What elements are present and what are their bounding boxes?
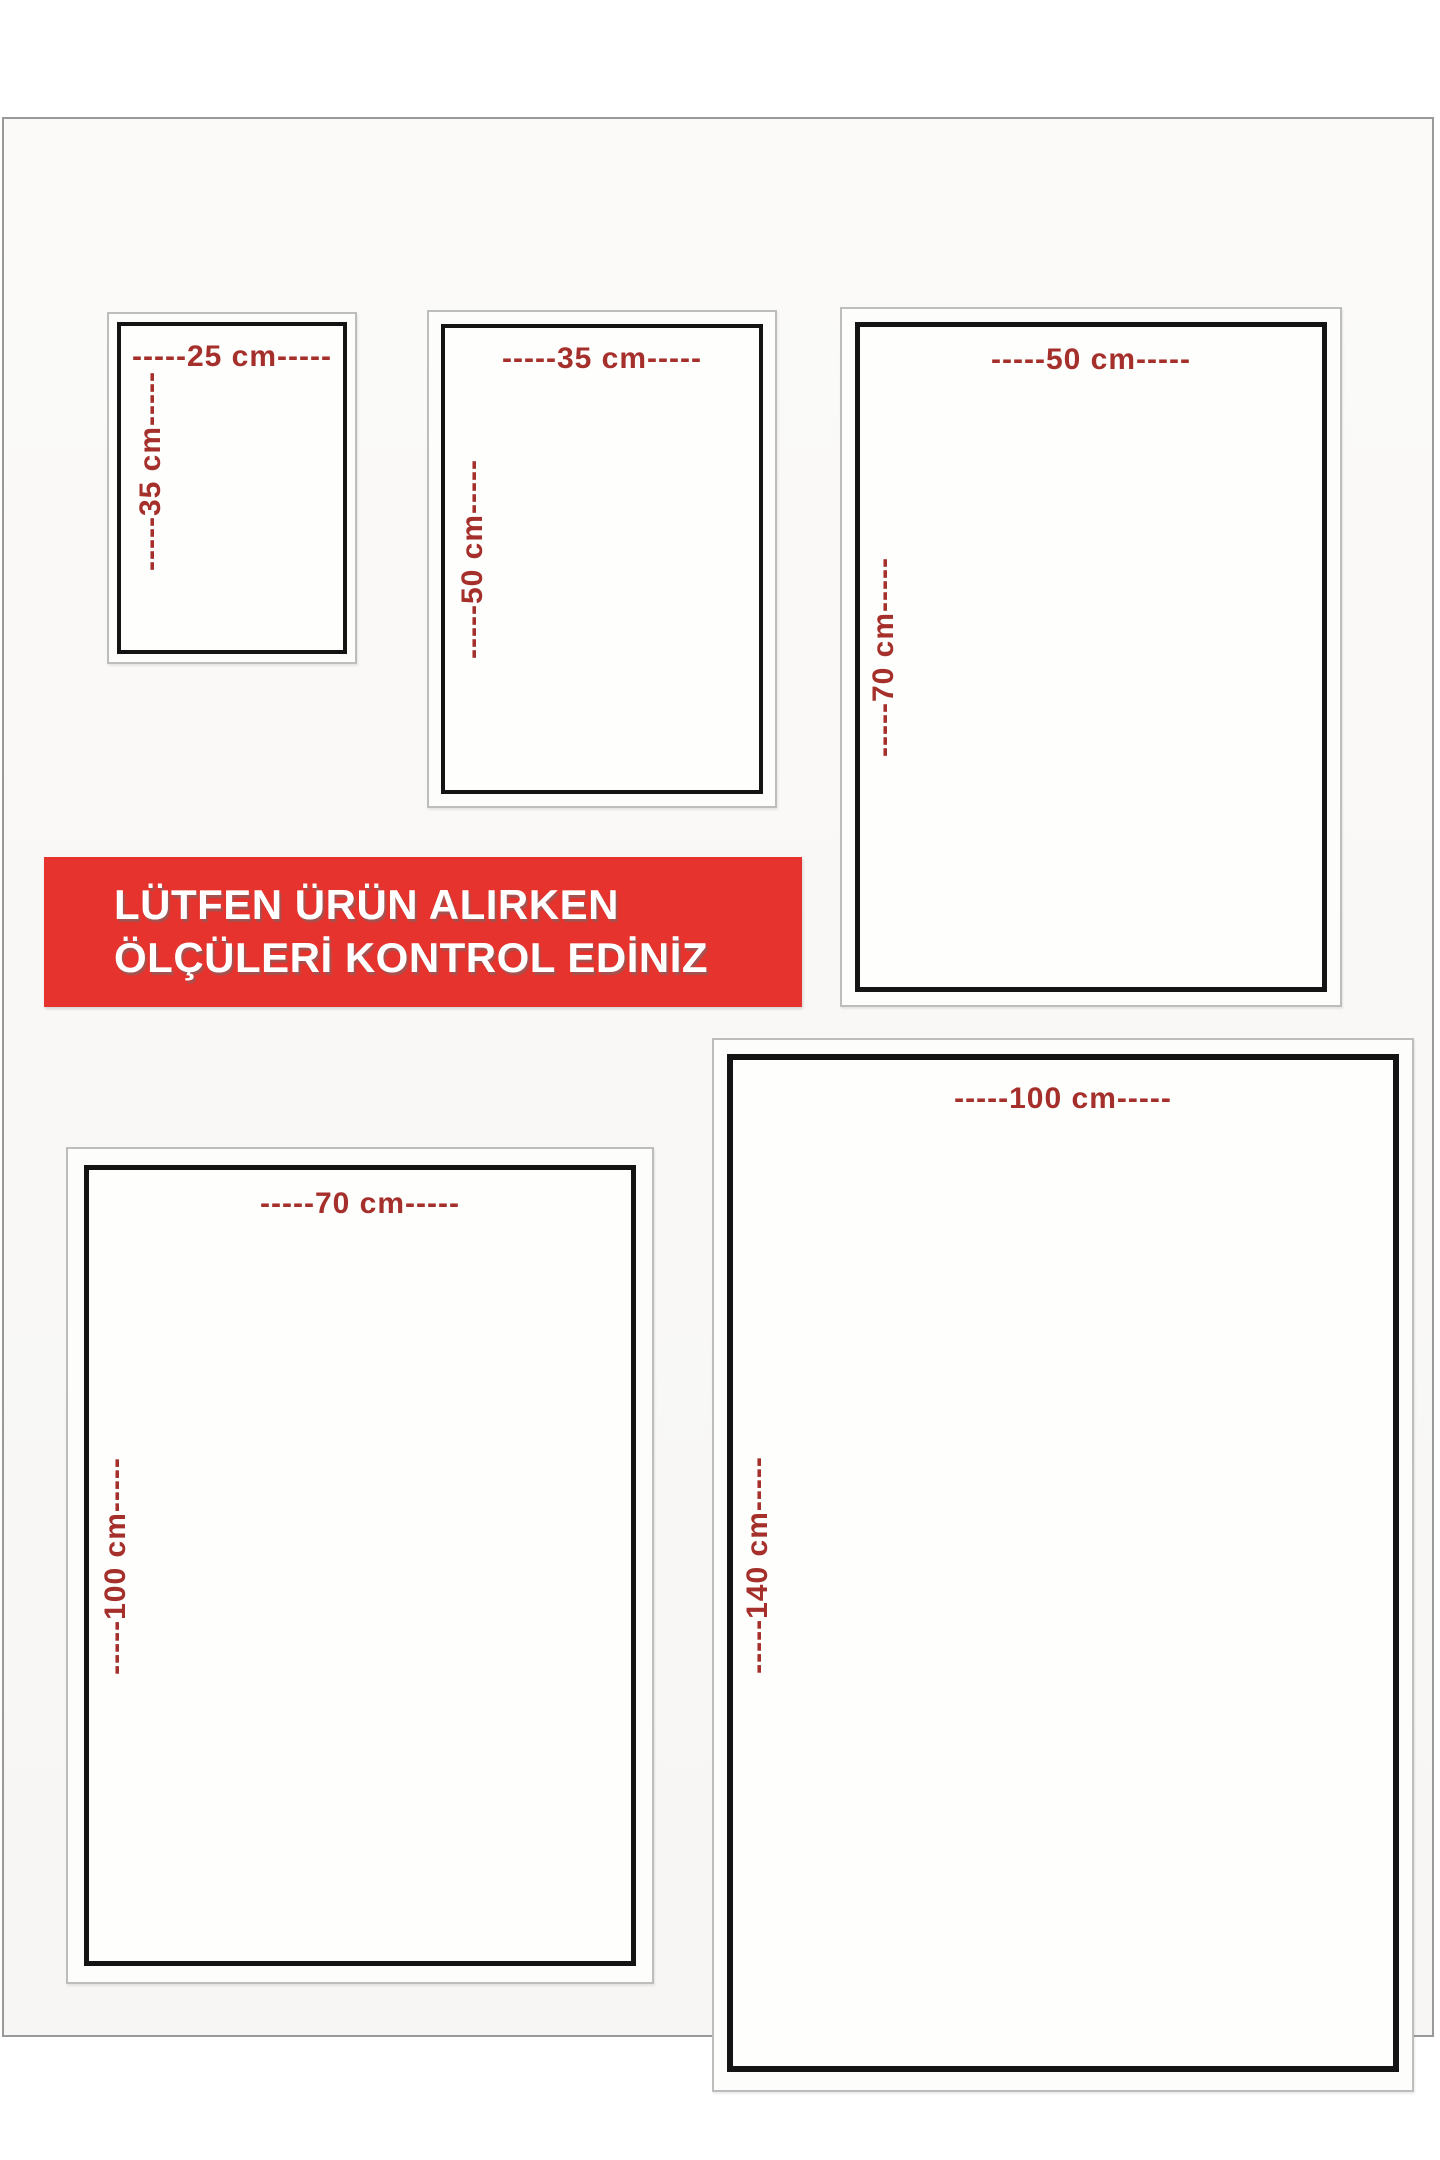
width-dimension-label-100cm: -----100 cm----- (954, 1082, 1172, 1115)
size-box-50x70 (840, 307, 1342, 1007)
size-box-35x50 (427, 310, 777, 808)
height-dimension-label-100cm: -----100 cm----- (99, 1456, 132, 1675)
size-box-100x140 (712, 1038, 1414, 2092)
size-box-100x140-outline (727, 1054, 1399, 2072)
size-check-warning-banner (44, 857, 802, 1007)
size-box-25x35 (107, 312, 357, 664)
size-box-70x100-outline (84, 1165, 636, 1966)
height-dimension-label-140cm: -----140 cm----- (741, 1456, 774, 1674)
warning-text-line-2: ÖLÇÜLERİ KONTROL EDİNİZ (114, 934, 709, 981)
size-box-70x100 (66, 1147, 654, 1984)
width-dimension-label-70cm: -----70 cm----- (260, 1187, 460, 1220)
height-dimension-label-50cm: -----50 cm----- (456, 459, 489, 659)
width-dimension-label-35cm: -----35 cm----- (502, 342, 702, 375)
height-dimension-label-35cm: -----35 cm----- (134, 370, 167, 571)
size-guide-page (2, 117, 1434, 2037)
width-dimension-label-50cm: -----50 cm----- (991, 343, 1191, 376)
height-dimension-label-70cm: -----70 cm----- (867, 557, 900, 757)
warning-text-line-1: LÜTFEN ÜRÜN ALIRKEN (114, 881, 619, 928)
width-dimension-label-25cm: -----25 cm----- (132, 340, 332, 373)
size-box-50x70-outline (855, 322, 1327, 992)
